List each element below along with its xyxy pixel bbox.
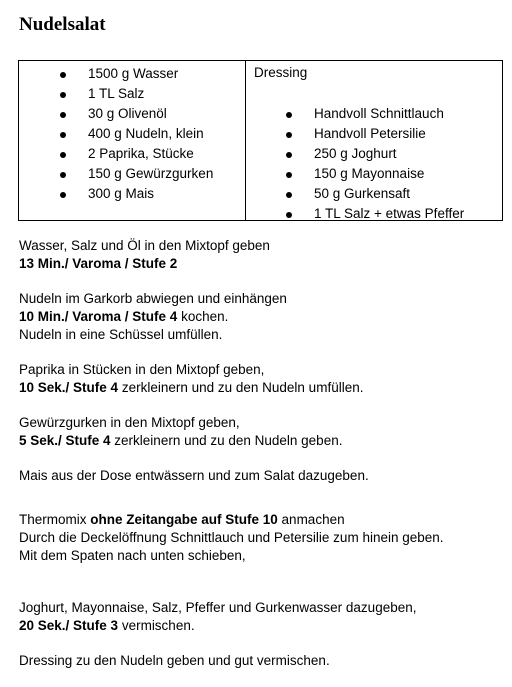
step-text: anmachen bbox=[277, 512, 345, 527]
ingredient-item: 30 g Olivenöl bbox=[60, 104, 213, 124]
ingredient-item: 1500 g Wasser bbox=[60, 64, 213, 84]
dressing-item: 250 g Joghurt bbox=[286, 144, 464, 164]
step-text: Wasser, Salz und Öl in den Mixtopf geben bbox=[19, 238, 270, 253]
step-setting: 10 Sek./ Stufe 4 bbox=[19, 380, 119, 395]
step-setting: 10 Min./ Varoma / Stufe 4 bbox=[19, 309, 178, 324]
ingredients-table bbox=[18, 60, 503, 221]
dressing-item: 150 g Mayonnaise bbox=[286, 164, 464, 184]
step-text: vermischen. bbox=[118, 618, 195, 633]
step-4 bbox=[19, 414, 503, 450]
instructions bbox=[19, 237, 503, 687]
step-text: kochen. bbox=[177, 309, 229, 324]
step-text: Nudeln in eine Schüssel umfüllen. bbox=[19, 327, 223, 342]
step-text: zerkleinern und zu den Nudeln umfüllen. bbox=[118, 380, 364, 395]
step-text: Mit dem Spaten nach unten schieben, bbox=[19, 548, 246, 563]
ingredients-list bbox=[60, 64, 213, 204]
step-5 bbox=[19, 467, 503, 485]
step-setting: 20 Sek./ Stufe 3 bbox=[19, 618, 119, 633]
ingredients-column bbox=[19, 61, 246, 220]
dressing-item: Handvoll Petersilie bbox=[286, 124, 464, 144]
step-2 bbox=[19, 290, 503, 344]
step-text: Mais aus der Dose entwässern und zum Salat dazugeben. bbox=[19, 468, 369, 483]
ingredient-item: 2 Paprika, Stücke bbox=[60, 144, 213, 164]
step-3 bbox=[19, 361, 503, 397]
dressing-column bbox=[246, 61, 502, 220]
ingredient-item: 150 g Gewürzgurken bbox=[60, 164, 213, 184]
step-setting: 5 Sek./ Stufe 4 bbox=[19, 433, 111, 448]
step-text: zerkleinern und zu den Nudeln geben. bbox=[110, 433, 343, 448]
dressing-item: 50 g Gurkensaft bbox=[286, 184, 464, 204]
step-setting: 13 Min./ Varoma / Stufe 2 bbox=[19, 256, 178, 271]
step-text: Nudeln im Garkorb abwiegen und einhängen bbox=[19, 291, 287, 306]
ingredient-item: 300 g Mais bbox=[60, 184, 213, 204]
step-8 bbox=[19, 652, 503, 670]
step-6 bbox=[19, 511, 503, 565]
step-text: Joghurt, Mayonnaise, Salz, Pfeffer und Gurkenwasser dazugeben, bbox=[19, 600, 417, 615]
step-7 bbox=[19, 599, 503, 635]
dressing-heading: Dressing bbox=[254, 65, 308, 80]
step-1 bbox=[19, 237, 503, 273]
recipe-title: Nudelsalat bbox=[19, 14, 106, 35]
dressing-item: 1 TL Salz + etwas Pfeffer bbox=[286, 204, 464, 224]
ingredient-item: 400 g Nudeln, klein bbox=[60, 124, 213, 144]
ingredient-item: 1 TL Salz bbox=[60, 84, 213, 104]
step-text: Paprika in Stücken in den Mixtopf geben, bbox=[19, 362, 265, 377]
dressing-item: Handvoll Schnittlauch bbox=[286, 104, 464, 124]
step-text: Dressing zu den Nudeln geben und gut vermischen. bbox=[19, 653, 330, 668]
step-text: Durch die Deckelöffnung Schnittlauch und Petersilie zum hinein geben. bbox=[19, 530, 444, 545]
step-text: Thermomix bbox=[19, 512, 91, 527]
step-text: Gewürzgurken in den Mixtopf geben, bbox=[19, 415, 240, 430]
dressing-list bbox=[286, 104, 464, 224]
step-setting: ohne Zeitangabe auf Stufe 10 bbox=[90, 512, 278, 527]
